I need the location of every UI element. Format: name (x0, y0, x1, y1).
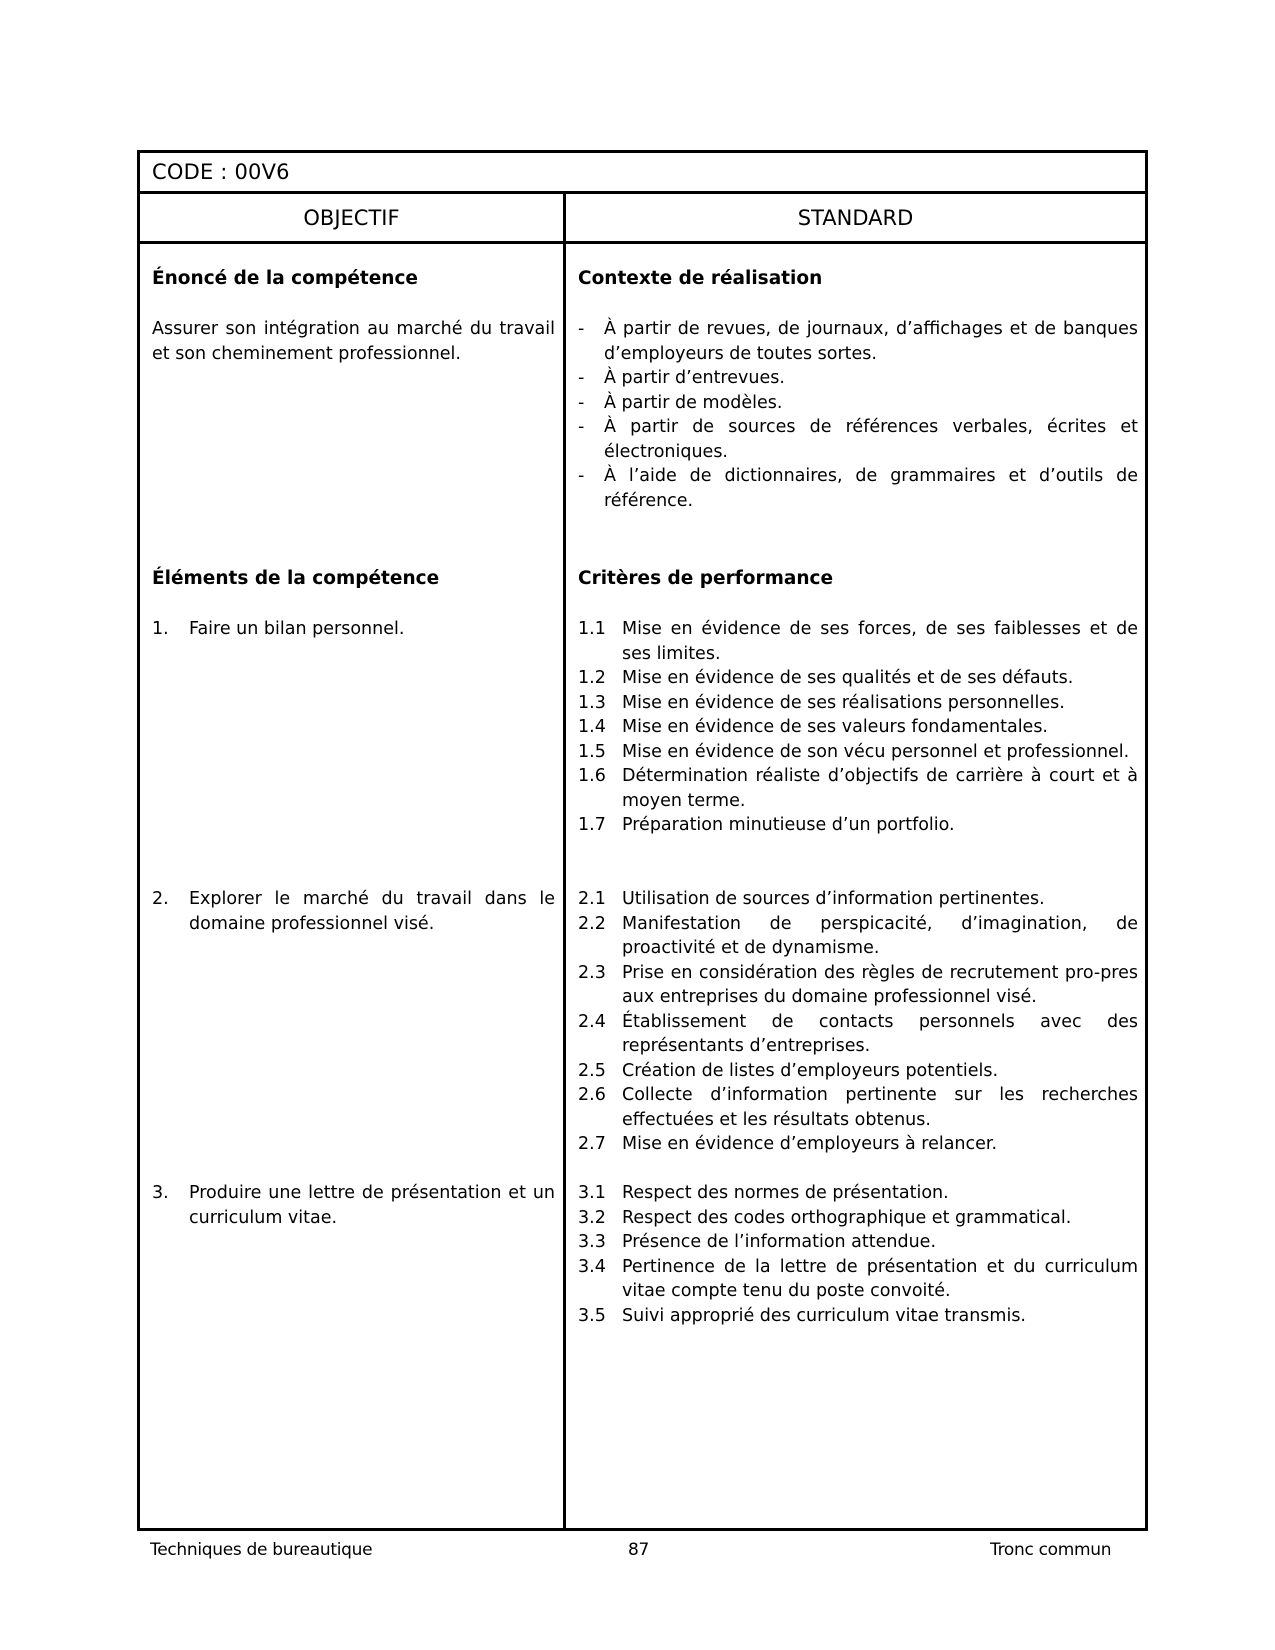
standard-header: STANDARD (797, 206, 914, 230)
element-list-1 (152, 617, 555, 642)
element-list-2 (152, 887, 555, 936)
standard-column (578, 244, 1138, 1528)
critere-text: Détermination réaliste d’objectifs de carrière à court et à moyen terme. (622, 766, 1138, 811)
criteres-title: Critères de performance (578, 568, 834, 589)
critere-text: Établissement de contacts personnels avec des représentants d’entreprises. (622, 1011, 1138, 1056)
critere-number: 1.1 (578, 619, 606, 639)
critere-item (578, 740, 1138, 765)
critere-item (578, 1083, 1138, 1132)
contexte-item (578, 391, 1138, 416)
critere-text: Utilisation de sources d’information pertinentes. (622, 889, 1045, 909)
competency-table (137, 150, 1148, 1531)
contexte-text: À partir d’entrevues. (604, 368, 785, 388)
critere-text: Mise en évidence de son vécu personnel et professionnel. (622, 741, 1130, 762)
contexte-text: À partir de modèles. (604, 392, 783, 413)
critere-text: Prise en considération des règles de recrutement pro-pres aux entreprises du domaine professionnel visé. (622, 962, 1138, 1007)
contexte-item (578, 317, 1138, 366)
dash-marker: - (578, 392, 585, 413)
critere-item (578, 961, 1138, 1010)
enonce-title: Énoncé de la compétence (152, 268, 418, 289)
critere-text: Manifestation de perspicacité, d’imagination, de proactivité et de dynamisme. (622, 913, 1138, 958)
element-text: Faire un bilan personnel. (189, 619, 405, 639)
criteres-list-3 (578, 1181, 1138, 1328)
critere-item (578, 1255, 1138, 1304)
footer-section: Tronc commun (990, 1540, 1112, 1560)
element-list-3 (152, 1181, 555, 1230)
enonce-text: Assurer son intégration au marché du travail et son cheminement professionnel. (152, 319, 555, 364)
critere-text: Pertinence de la lettre de présentation et du curriculum vitae compte tenu du poste convoité. (622, 1256, 1138, 1301)
critere-number: 1.3 (578, 692, 606, 713)
element-item (152, 1181, 555, 1230)
contexte-item (578, 366, 1138, 391)
contexte-title: Contexte de réalisation (578, 268, 823, 289)
column-divider (563, 194, 566, 1528)
objectif-column (152, 244, 555, 1528)
criteres-list-1 (578, 617, 1138, 838)
footer-program: Techniques de bureautique (150, 1540, 373, 1560)
element-item (152, 617, 555, 642)
critere-item (578, 617, 1138, 666)
contexte-item (578, 415, 1138, 464)
critere-item (578, 1010, 1138, 1059)
critere-item (578, 912, 1138, 961)
contexte-text: À partir de revues, de journaux, d’affichages et de banques d’employeurs de toutes sortes. (604, 319, 1138, 364)
element-number: 1. (152, 619, 169, 639)
critere-number: 1.7 (578, 815, 606, 835)
contexte-item (578, 464, 1138, 513)
critere-text: Mise en évidence d’employeurs à relancer. (622, 1134, 998, 1154)
elements-title: Éléments de la compétence (152, 568, 440, 589)
element-text: Explorer le marché du travail dans le domaine professionnel visé. (189, 889, 555, 934)
critere-item (578, 813, 1138, 838)
critere-number: 3.1 (578, 1183, 606, 1203)
critere-text: Suivi approprié des curriculum vitae transmis. (622, 1305, 1026, 1326)
critere-number: 2.5 (578, 1060, 606, 1081)
critere-text: Respect des codes orthographique et grammatical. (622, 1207, 1072, 1228)
critere-text: Mise en évidence de ses qualités et de ses défauts. (622, 668, 1074, 688)
critere-number: 2.7 (578, 1134, 606, 1154)
element-number: 2. (152, 889, 169, 909)
critere-item (578, 1230, 1138, 1255)
critere-item (578, 666, 1138, 691)
critere-number: 1.4 (578, 717, 606, 737)
code-label: CODE : 00V6 (152, 160, 290, 184)
critere-number: 3.3 (578, 1232, 606, 1252)
critere-item (578, 1206, 1138, 1231)
critere-text: Mise en évidence de ses valeurs fondamentales. (622, 717, 1048, 737)
element-item (152, 887, 555, 936)
critere-number: 1.2 (578, 668, 606, 688)
contexte-text: À partir de sources de références verbales, écrites et électroniques. (604, 417, 1138, 462)
critere-number: 2.4 (578, 1011, 606, 1032)
critere-number: 3.2 (578, 1207, 606, 1228)
critere-text: Mise en évidence de ses réalisations personnelles. (622, 692, 1065, 713)
dash-marker: - (578, 319, 585, 339)
critere-text: Mise en évidence de ses forces, de ses faiblesses et de ses limites. (622, 619, 1138, 664)
element-number: 3. (152, 1183, 169, 1203)
critere-number: 3.4 (578, 1256, 606, 1277)
critere-number: 2.3 (578, 962, 606, 983)
dash-marker: - (578, 466, 585, 486)
critere-item (578, 715, 1138, 740)
critere-number: 2.2 (578, 913, 606, 934)
footer-page-number: 87 (628, 1540, 650, 1560)
critere-item (578, 1132, 1138, 1157)
critere-item (578, 887, 1138, 912)
dash-marker: - (578, 417, 585, 437)
code-row (140, 153, 1145, 194)
critere-number: 1.6 (578, 766, 606, 786)
critere-text: Respect des normes de présentation. (622, 1183, 949, 1203)
critere-number: 2.6 (578, 1085, 606, 1105)
column-header-row (140, 194, 1145, 244)
critere-item (578, 764, 1138, 813)
critere-text: Collecte d’information pertinente sur les recherches effectuées et les résultats obtenus. (622, 1085, 1138, 1130)
contexte-text: À l’aide de dictionnaires, de grammaires et d’outils de référence. (604, 466, 1138, 511)
critere-item (578, 1304, 1138, 1329)
objectif-header: OBJECTIF (303, 206, 400, 230)
dash-marker: - (578, 368, 585, 388)
critere-text: Présence de l’information attendue. (622, 1232, 937, 1252)
critere-item (578, 691, 1138, 716)
critere-number: 3.5 (578, 1305, 606, 1326)
criteres-list-2 (578, 887, 1138, 1157)
critere-item (578, 1181, 1138, 1206)
critere-text: Création de listes d’employeurs potentiels. (622, 1060, 999, 1081)
contexte-list (578, 317, 1138, 513)
critere-text: Préparation minutieuse d’un portfolio. (622, 815, 955, 835)
critere-item (578, 1059, 1138, 1084)
element-text: Produire une lettre de présentation et un curriculum vitae. (189, 1183, 555, 1228)
critere-number: 1.5 (578, 741, 606, 762)
critere-number: 2.1 (578, 889, 606, 909)
